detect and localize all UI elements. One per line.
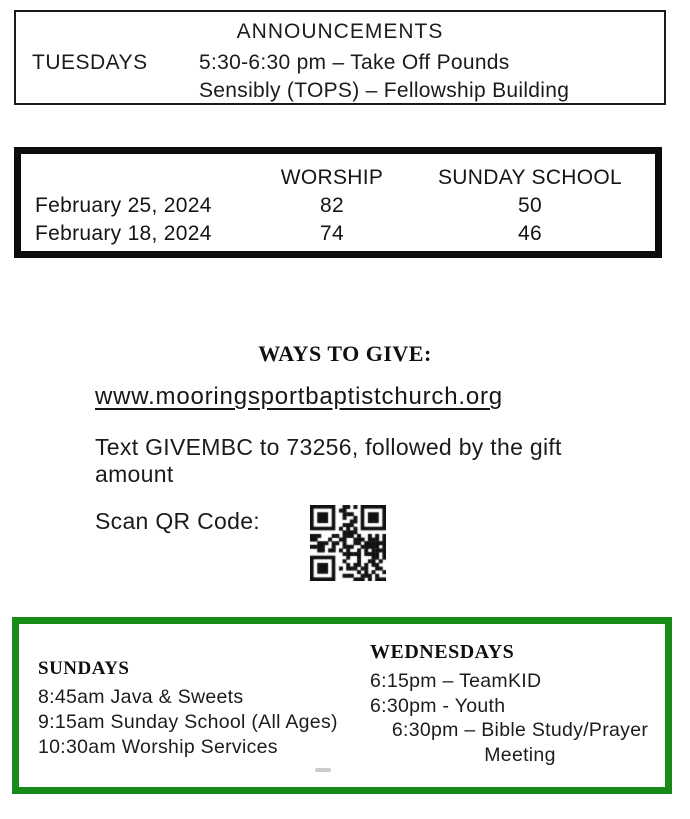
attendance-row-worship: 74 [320, 222, 344, 245]
announcements-box [14, 10, 666, 105]
qr-code [310, 505, 386, 581]
giving-website-link[interactable]: www.mooringsportbaptistchurch.org [95, 383, 503, 410]
attendance-header-worship: WORSHIP [280, 166, 384, 189]
sunday-schedule-item: 10:30am Worship Services [38, 736, 278, 758]
attendance-row-sunday-school: 46 [518, 222, 542, 245]
announcement-detail-line1: 5:30-6:30 pm – Take Off Pounds [199, 51, 510, 74]
text-to-give-instruction: Text GIVEMBC to 73256, followed by the gift amount [95, 434, 562, 487]
announcement-detail [199, 49, 569, 105]
wednesdays-heading: WEDNESDAYS [370, 641, 515, 663]
announcement-day-label: TUESDAYS [32, 51, 148, 74]
sundays-heading: SUNDAYS [38, 658, 130, 679]
attendance-row-sunday-school: 50 [518, 194, 542, 217]
announcement-detail-line2: Sensibly (TOPS) – Fellowship Building [199, 79, 570, 102]
attendance-box [14, 147, 662, 258]
wednesdays-column [370, 641, 670, 767]
announcement-row [16, 49, 664, 105]
stray-mark [315, 768, 331, 772]
weekly-schedule-box [12, 617, 672, 794]
attendance-header-sunday-school: SUNDAY SCHOOL [438, 166, 622, 189]
sunday-schedule-item: 9:15am Sunday School (All Ages) [38, 711, 338, 733]
ways-to-give-heading: WAYS TO GIVE: [258, 341, 432, 366]
scan-qr-label: Scan QR Code: [95, 508, 260, 534]
sundays-column [38, 658, 338, 760]
wednesday-schedule-item: 6:15pm – TeamKID [370, 670, 542, 692]
attendance-row-worship: 82 [320, 194, 344, 217]
sunday-schedule-item: 8:45am Java & Sweets [38, 686, 244, 708]
attendance-row-date: February 18, 2024 [35, 222, 212, 245]
announcements-title: ANNOUNCEMENTS [236, 20, 444, 43]
attendance-row-date: February 25, 2024 [35, 194, 212, 217]
attendance-table [21, 164, 655, 248]
attendance-header-spacer [21, 164, 249, 192]
wednesday-schedule-item: 6:30pm - Youth [370, 694, 506, 717]
wednesday-schedule-item: 6:30pm – Bible Study/Prayer Meeting [391, 719, 649, 766]
